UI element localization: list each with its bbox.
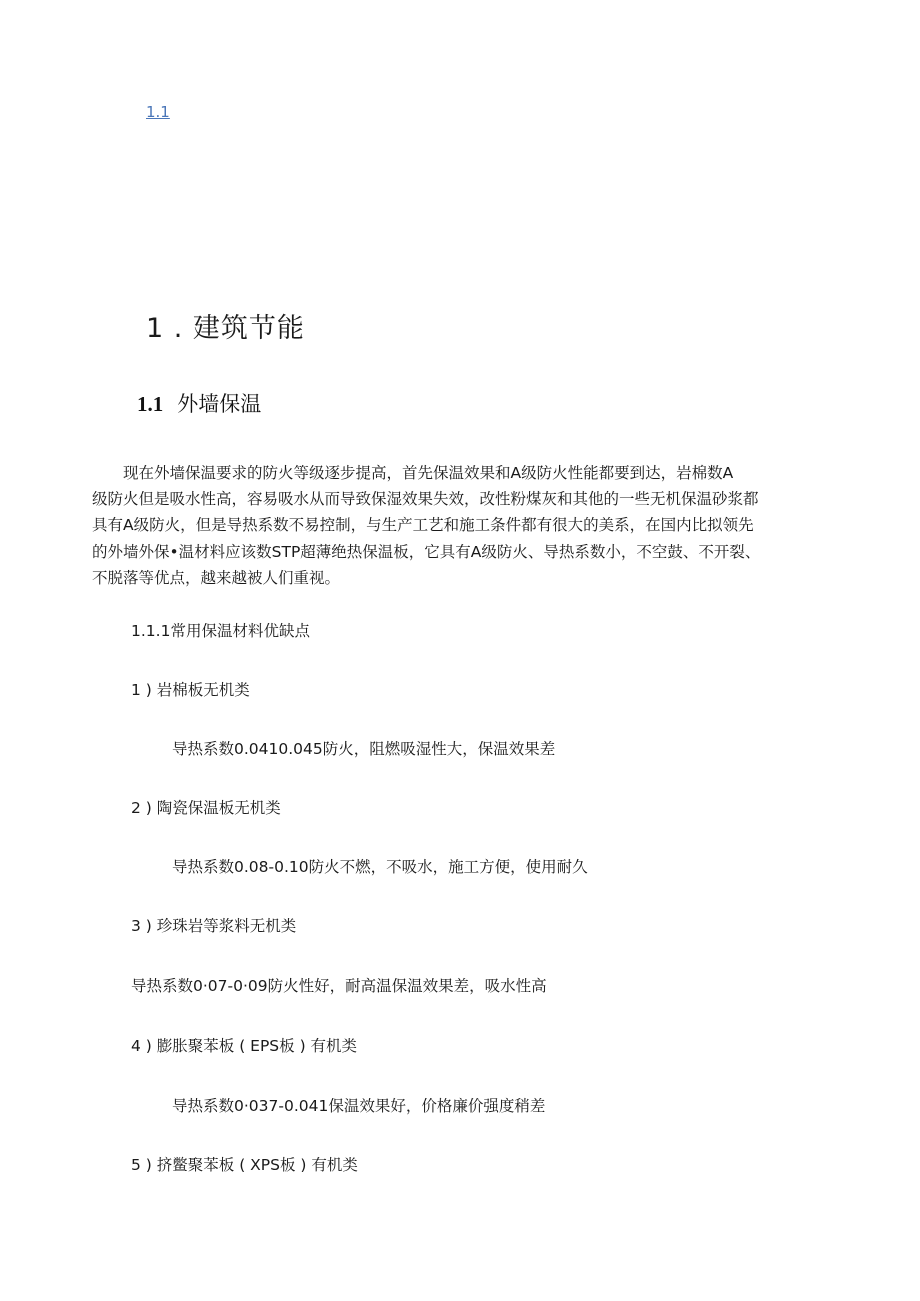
chapter-heading: 1 . 建筑节能: [146, 313, 305, 344]
material-title: 5 ) 挤鳖聚苯板 ( XPS板 ) 有机类: [131, 1156, 358, 1174]
toc-link[interactable]: 1.1: [146, 103, 170, 121]
material-detail: 导热系数0.08-0.10防火不燃，不吸水，施工方便，使用耐久: [172, 858, 588, 876]
intro-paragraph: [92, 460, 832, 591]
paragraph-line: 现在外墙保温要求的防火等级逐步提高，首先保温效果和A级防火性能都要到达，岩棉数A: [92, 464, 734, 482]
paragraph-line: 不脱落等优点，越来越被人们重视。: [92, 568, 341, 587]
section-heading: [137, 388, 261, 418]
section-title: 外墙保温: [177, 392, 262, 416]
material-title: 2 ) 陶瓷保温板无机类: [131, 799, 281, 817]
material-detail: 导热系数0.0410.045防火，阻燃吸湿性大，保温效果差: [172, 740, 556, 758]
subsection-heading: 1.1.1常用保温材料优缺点: [131, 622, 310, 640]
material-title: 1 ) 岩棉板无机类: [131, 681, 250, 699]
paragraph-line: 具有A级防火，但是导热系数不易控制，与生产工艺和施工条件都有很大的美系，在国内比拟领先: [92, 516, 754, 535]
section-number: 1.1: [137, 392, 164, 416]
material-detail: 导热系数0·07-0·09防火性好，耐高温保温效果差，吸水性高: [131, 977, 547, 995]
material-title: 3 ) 珍珠岩等浆料无机类: [131, 917, 297, 935]
material-detail: 导热系数0·037-0.041保温效果好，价格廉价强度稍差: [172, 1097, 546, 1115]
paragraph-line: 级防火但是吸水性高，容易吸水从而导致保湿效果失效，改性粉煤灰和其他的一些无机保温砂浆都: [92, 490, 759, 509]
paragraph-line: 的外墙外保•温材料应该数STP超薄绝热保温板，它具有A级防火、导热系数小，不空鼓、不开裂、: [92, 542, 761, 561]
material-title: 4 ) 膨胀聚苯板 ( EPS板 ) 有机类: [131, 1037, 358, 1055]
